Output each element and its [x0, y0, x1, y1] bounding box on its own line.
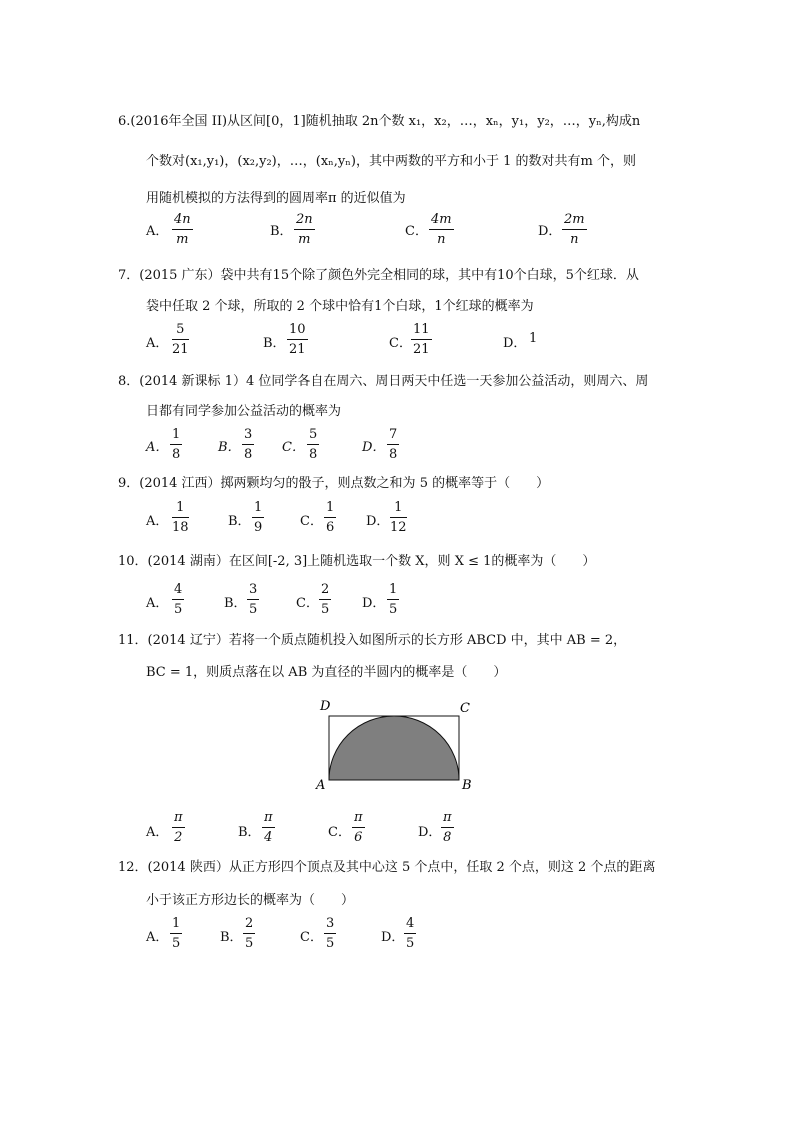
q7-option-d-label: D． [503, 336, 527, 351]
q8-option-d-fraction: $\frac{7}{8}$ [389, 427, 398, 462]
q6-line3: 用随机模拟的方法得到的圆周率π 的近似值为 [146, 191, 406, 206]
q12-option-a-label: A． [146, 930, 169, 945]
q8-line1: 8．(2014 新课标 1）4 位同学各自在周六、周日两天中任选一天参加公益活动，则周六、周 [118, 374, 649, 389]
q8-option-a-label: A． [146, 440, 169, 455]
q11-line1: 11．(2014 辽宁）若将一个质点随机投入如图所示的长方形 ABCD 中，其中 AB = 2， [118, 633, 627, 648]
q11-option-b-fraction: $\frac{\pi}{4}$ [264, 810, 273, 845]
q12-option-d-fraction: $\frac{4}{5}$ [406, 916, 415, 951]
q7-option-d-value: 1 [529, 331, 538, 346]
q11-option-c-label: C． [328, 825, 351, 840]
vertex-b-label: B [462, 778, 472, 793]
q7-line2: 袋中任取 2 个球，所取的 2 个球中恰有1个白球，1个红球的概率为 [146, 299, 534, 314]
q11-option-a-label: A． [146, 825, 169, 840]
q11-option-a-fraction: $\frac{\pi}{2}$ [174, 810, 183, 845]
q8-option-b-fraction: $\frac{3}{8}$ [244, 427, 253, 462]
q10-line1: 10．(2014 湖南）在区间[-2, 3]上随机选取一个数 X，则 X ≤ 1的概率为（ ） [118, 554, 596, 569]
q9-option-c-fraction: $\frac{1}{6}$ [326, 500, 335, 535]
q8-option-c-label: C． [282, 440, 305, 455]
q6-line1: 6.(2016年全国 II)从区间[0，1]随机抽取 2n个数 x₁，x₂，…，xₙ，y₁，y₂，…，yₙ,构成n [118, 114, 641, 129]
q8-option-b-label: B． [218, 440, 241, 455]
q12-option-d-label: D． [381, 930, 405, 945]
q6-option-d-fraction: $\frac{2m}{n}$ [564, 212, 585, 247]
vertex-c-label: C [460, 701, 470, 716]
q11-option-c-fraction: $\frac{\pi}{6}$ [354, 810, 363, 845]
vertex-d-label: D [320, 699, 331, 714]
q9-option-a-fraction: $\frac{1}{18}$ [172, 500, 189, 535]
q6-option-d-label: D． [538, 224, 562, 239]
q12-option-c-fraction: $\frac{3}{5}$ [326, 916, 335, 951]
q12-option-a-fraction: $\frac{1}{5}$ [172, 916, 181, 951]
q11-line2: BC = 1，则质点落在以 AB 为直径的半圆内的概率是（ ） [146, 665, 507, 680]
q9-option-d-fraction: $\frac{1}{12}$ [390, 500, 407, 535]
q10-option-b-label: B． [224, 596, 247, 611]
q9-option-b-label: B． [228, 514, 251, 529]
q12-option-c-label: C． [300, 930, 323, 945]
q6-option-a-label: A． [146, 224, 169, 239]
q12-option-b-label: B． [220, 930, 243, 945]
q7-option-b-fraction: $\frac{10}{21}$ [289, 322, 306, 357]
q11-option-d-fraction: $\frac{\pi}{8}$ [443, 810, 452, 845]
rectangle-semicircle-figure [310, 692, 480, 797]
q10-option-a-fraction: $\frac{4}{5}$ [174, 582, 183, 617]
q9-option-a-label: A． [146, 514, 169, 529]
q9-option-c-label: C． [300, 514, 323, 529]
q8-line2: 日都有同学参加公益活动的概率为 [146, 404, 342, 419]
q6-option-c-label: C． [405, 224, 428, 239]
q12-option-b-fraction: $\frac{2}{5}$ [245, 916, 254, 951]
q8-option-d-label: D． [362, 440, 386, 455]
q6-option-b-fraction: $\frac{2n}{m}$ [296, 212, 313, 247]
q6-option-c-fraction: $\frac{4m}{n}$ [431, 212, 452, 247]
q12-line2: 小于该正方形边长的概率为（ ） [146, 893, 355, 908]
q9-option-b-fraction: $\frac{1}{9}$ [254, 500, 263, 535]
q10-option-d-fraction: $\frac{1}{5}$ [389, 582, 398, 617]
q6-line2: 个数对(x₁,y₁)，(x₂,y₂)，…，(xₙ,yₙ)，其中两数的平方和小于 1 的数对共有m 个，则 [146, 154, 636, 169]
q10-option-d-label: D． [362, 596, 386, 611]
q9-line1: 9．(2014 江西）掷两颗均匀的骰子，则点数之和为 5 的概率等于（ ） [118, 476, 550, 491]
q6-option-a-fraction: $\frac{4n}{m}$ [174, 212, 191, 247]
q7-option-b-label: B． [263, 336, 286, 351]
q7-option-c-label: C． [389, 336, 412, 351]
q7-option-a-label: A． [146, 336, 169, 351]
q9-option-d-label: D． [366, 514, 390, 529]
q10-option-c-fraction: $\frac{2}{5}$ [321, 582, 330, 617]
q10-option-a-label: A． [146, 596, 169, 611]
q8-option-c-fraction: $\frac{5}{8}$ [309, 427, 318, 462]
q7-line1: 7．(2015 广东）袋中共有15个除了颜色外完全相同的球，其中有10个白球，5个红球．从 [118, 268, 639, 283]
vertex-a-label: A [316, 778, 326, 793]
q8-option-a-fraction: $\frac{1}{8}$ [172, 427, 181, 462]
q10-option-b-fraction: $\frac{3}{5}$ [249, 582, 258, 617]
semicircle-region [329, 716, 459, 780]
q7-option-a-fraction: $\frac{5}{21}$ [172, 322, 189, 357]
q11-option-b-label: B． [238, 825, 261, 840]
q10-option-c-label: C． [296, 596, 319, 611]
q12-line1: 12．(2014 陕西）从正方形四个顶点及其中心这 5 个点中，任取 2 个点，则这 2 个点的距离 [118, 860, 656, 875]
q6-option-b-label: B． [270, 224, 293, 239]
q7-option-c-fraction: $\frac{11}{21}$ [413, 322, 430, 357]
q11-option-d-label: D． [418, 825, 442, 840]
